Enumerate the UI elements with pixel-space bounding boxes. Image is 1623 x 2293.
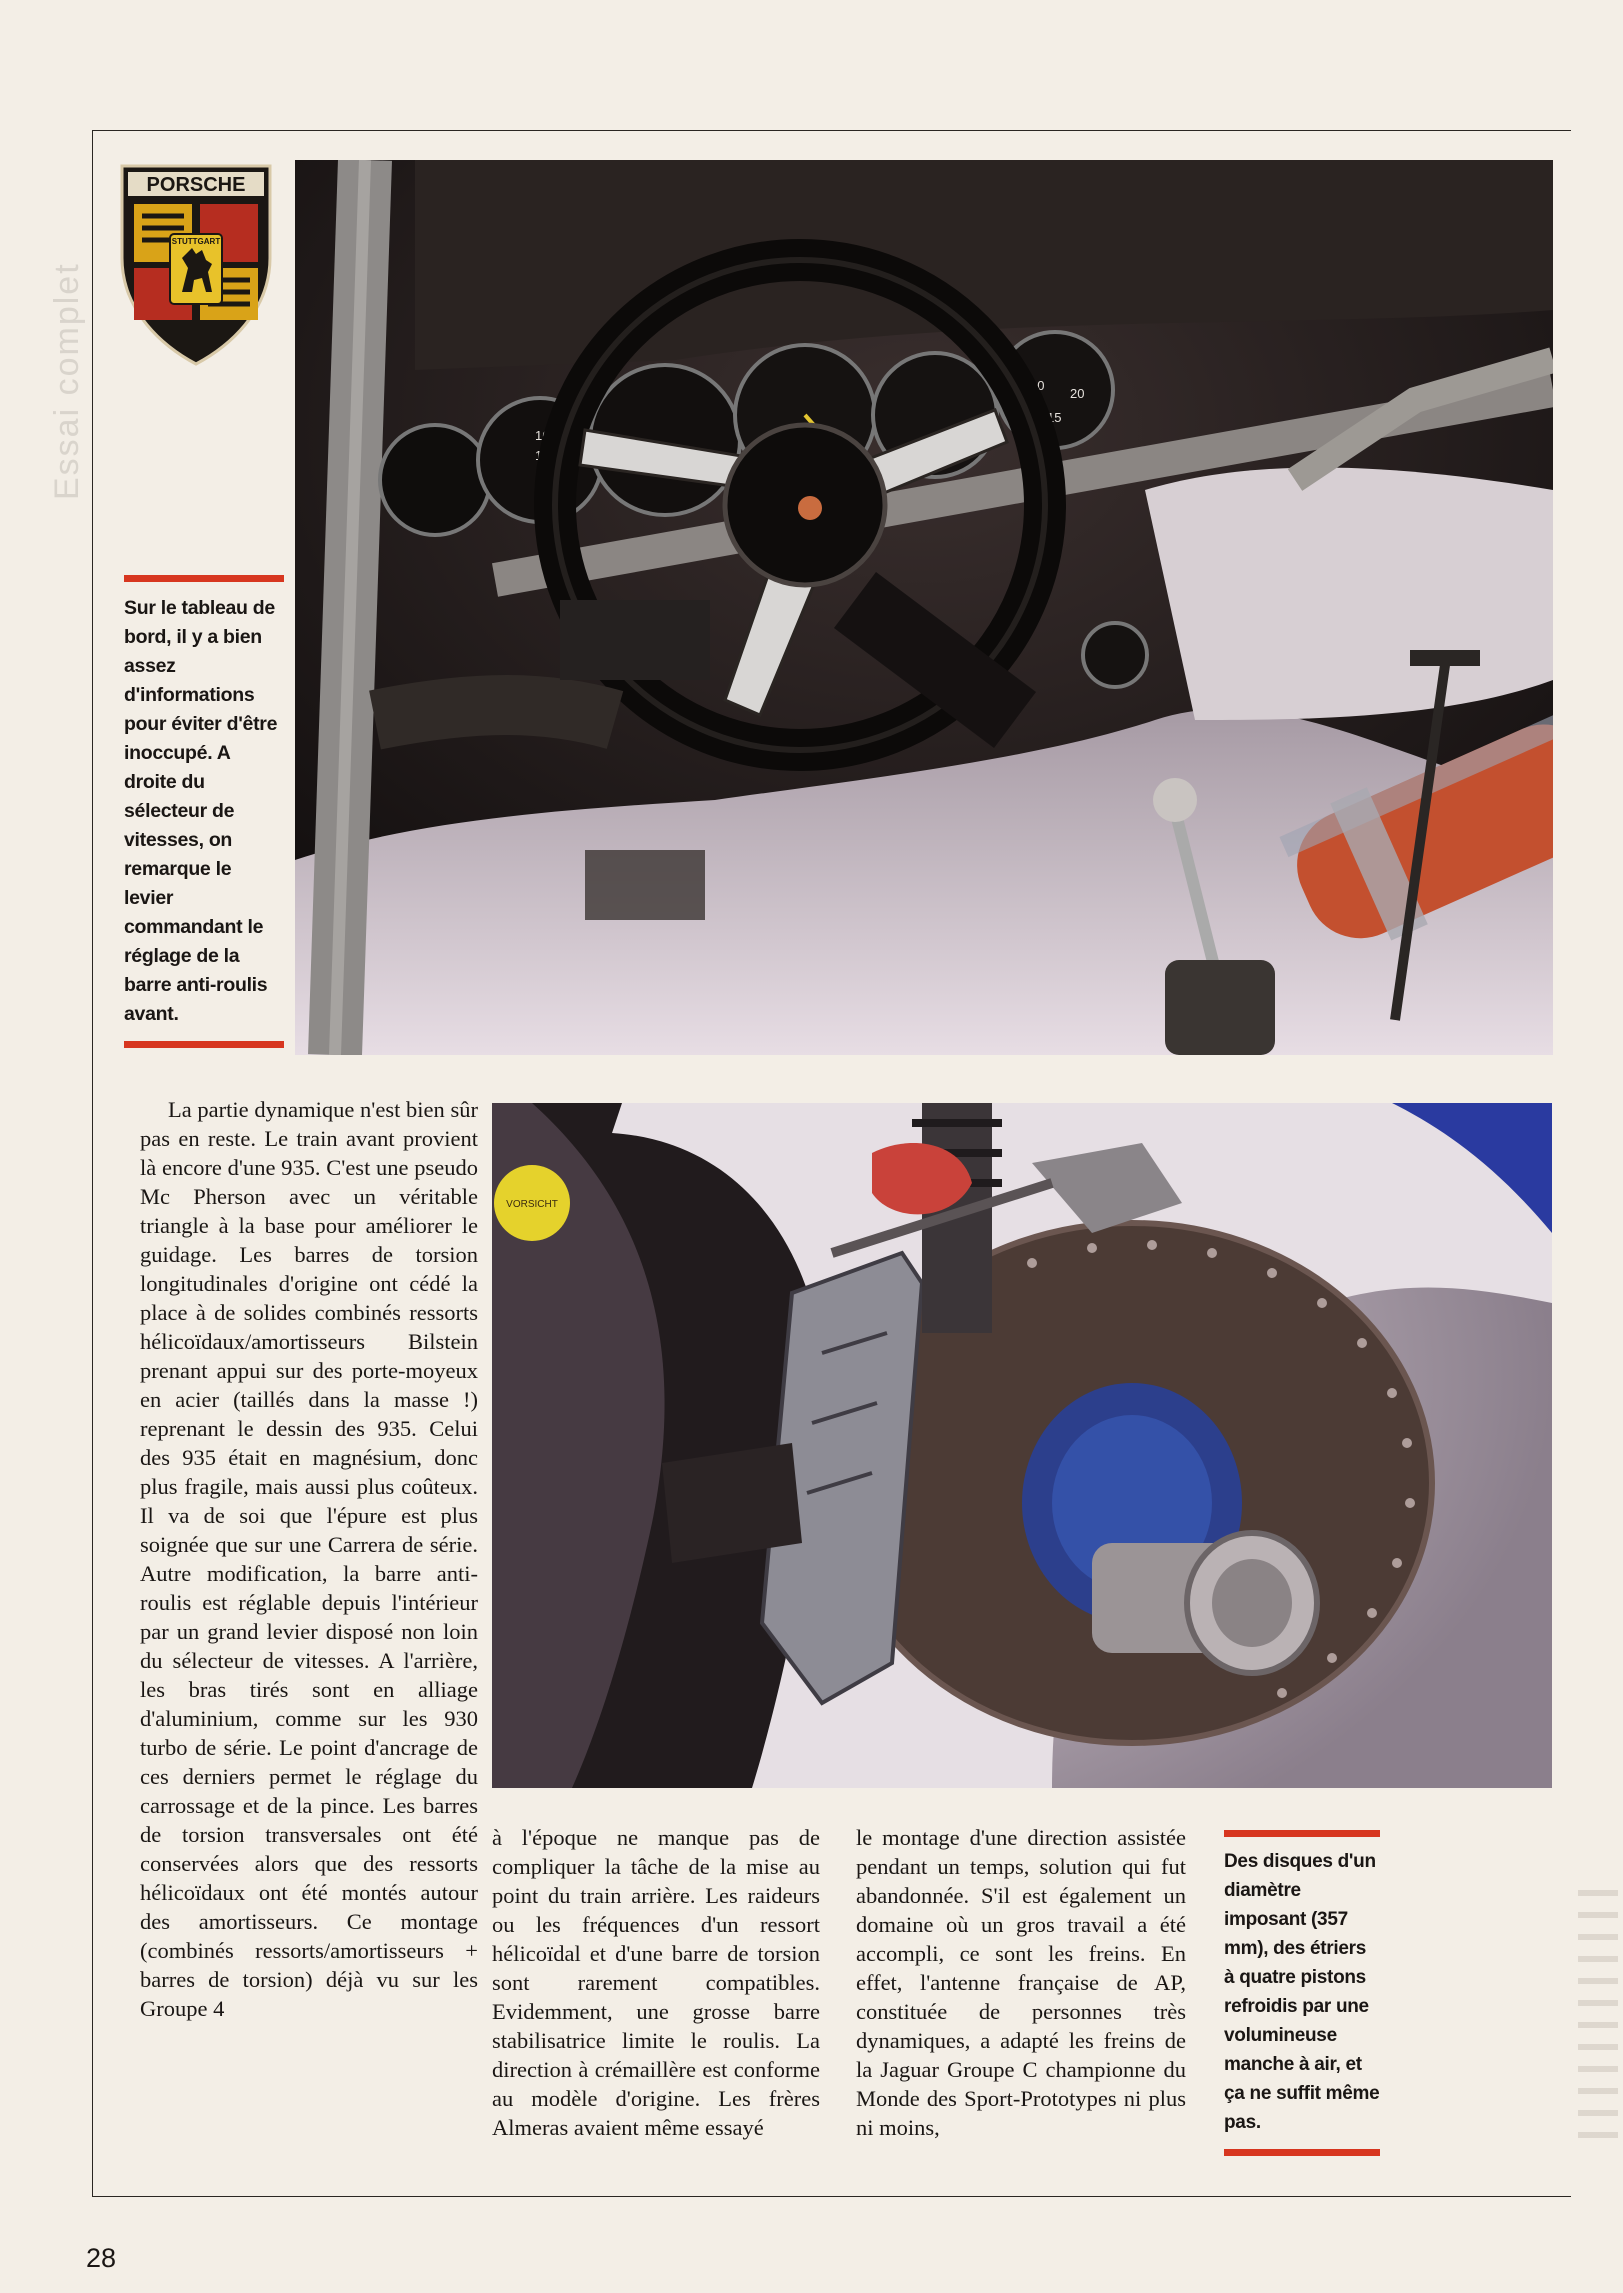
- caption-top-rule: [1224, 1830, 1380, 1837]
- porsche-crest-logo: [118, 162, 274, 368]
- gauge-mark-7: 15: [1047, 410, 1062, 425]
- article-column-3: [856, 1823, 1186, 2142]
- gauge-mark-1: 160: [535, 428, 557, 443]
- gauge-mark-3: 100: [535, 468, 557, 483]
- gauge-mark-6: 20: [1070, 386, 1085, 401]
- article-column-2-text: à l'époque ne manque pas de compliquer la tâche de la mise au point du train arrière. Les raideurs ou les fréquences d'un ressort hélicoïdal et d'une barre de torsion sont rarement compatibles. Evidemment, une grosse barre stabilisatrice limite le roulis. La direction à crémaillère est conforme au modèle d'origine. Les frères Almeras avaient même essayé: [492, 1825, 820, 2140]
- gauge-mark-4: 80: [539, 486, 554, 501]
- brake-disc-photo: [492, 1103, 1552, 1788]
- margin-series-title: Essai complet: [48, 262, 86, 500]
- gauge-mark-2: 120: [535, 448, 557, 463]
- next-page-bleed: [1578, 1890, 1618, 2150]
- article-column-1: [140, 1095, 478, 2023]
- caption-top-rule: [124, 575, 284, 582]
- caption-bottom-rule: [124, 1041, 284, 1048]
- crest-brand-text: PORSCHE: [146, 174, 246, 196]
- caption-cockpit: [124, 575, 284, 1048]
- caption-cockpit-text: Sur le tableau de bord, il y a bien assez d'informations pour éviter d'être inoccupé. A droite du sélecteur de vitesses, on remarque le levier commandant le réglage de la barre anti-roulis avant.: [124, 597, 278, 1025]
- article-column-1-text: La partie dynamique n'est bien sûr pas en reste. Le train avant provient là encore d'une 935. C'est une pseudo Mc Pherson avec un véritable triangle à la base pour améliorer le guidage. Les barres de torsion longitudinales d'origine ont cédé la place à de solides combinés ressorts hélicoïdaux/amortisseurs Bilstein prenant appui sur des porte-moyeux en acier (taillés dans la masse !) reprenant le dessin des 935. Celui des 935 était en magnésium, donc plus fragile, mais aussi plus coûteux. Il va de soi que l'épure est plus soignée que sur une Carrera de série. Autre modification, la barre anti-roulis est réglable depuis l'intérieur par un grand levier disposé non loin du sélecteur de vitesses. A l'arrière, les bras tirés sont en alliage d'aluminium, comme sur les 930 turbo de série. Le point d'ancrage de ces derniers permet le réglage du carrossage et de la pince. Les barres de torsion transversales ont été conservées alors que des ressorts hélicoïdaux ont été montés autour des amortisseurs. Ce montage (combinés ressorts/amortisseurs + barres de torsion) déjà vu sur les Groupe 4: [140, 1097, 478, 2021]
- gauge-mark-5: 10: [1030, 378, 1045, 393]
- caption-brakes: [1224, 1830, 1380, 2156]
- caption-brakes-text: Des disques d'un diamètre imposant (357 mm), des étriers à quatre pistons refroidis par une volumineuse manche à air, et ça ne suffit même pas.: [1224, 1851, 1380, 2133]
- page-number: 28: [86, 2243, 117, 2273]
- crest-city-text: STUTTGART: [171, 237, 221, 246]
- article-column-2: [492, 1823, 820, 2142]
- sticker-text: VORSICHT: [506, 1199, 558, 1210]
- article-column-3-text: le montage d'une direction assistée pendant un temps, solution qui fut abandonnée. S'il est également un domaine où un gros travail a été accompli, ce sont les freins. En effet, l'antenne française de AP, constituée de personnes très dynamiques, a adapté les freins de la Jaguar Groupe C championne du Monde des Sport-Prototypes ni plus ni moins,: [856, 1825, 1186, 2140]
- cockpit-photo: [295, 160, 1553, 1055]
- caption-bottom-rule: [1224, 2149, 1380, 2156]
